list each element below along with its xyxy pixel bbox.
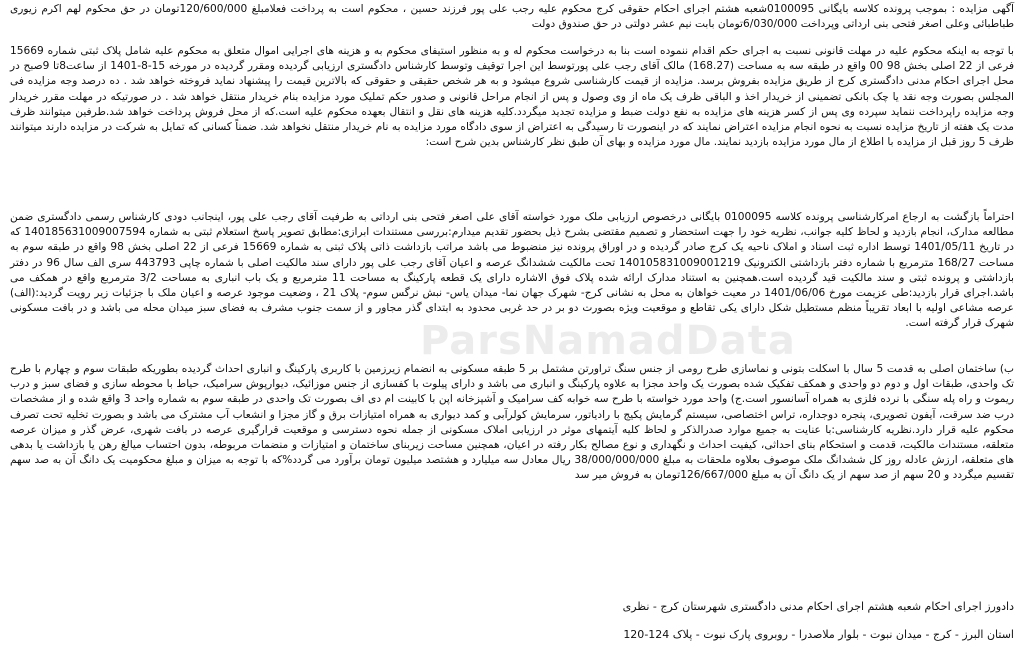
notice-intro-paragraph: آگهی مزایده : بموجب پرونده کلاسه بایگانی 0100095شعبه هشتم اجرای احکام حقوقی کرج محکوم علیه رجب علی پور فرزند حسین ، محکوم است به پرداخت فعلامبلغ 120/600/000تومان در حق محکوم لهم اکرم زیوری طباطبائی وعلی اصغر فتحی بنی ارداتی وپرداخت 6/030/000تومان بابت نیم عشر دولتی در حق صندوق دولت: [10, 3, 1014, 31]
auction-terms-paragraph: با توجه به اینکه محکوم علیه در مهلت قانونی نسبت به اجرای حکم اقدام ننموده است بنا به درخواست محکوم له و به منظور استیفای محکوم به و هزینه های اجرایی اموال متعلق به محکوم علیه شامل پلاک ثبتی شماره 15669 فرعی از 22 اصلی بخش 98 00 واقع در طبقه سه به مساحت (168.27) مالک آقای رجب علی پورتوسط این اجرا توقیف وتوسط کارشناس دادگستری ارزیابی گردیده ومقرر گردیده در مورخه 15-8-1401 از ساعت8تا 9صبح در محل اجرای احکام مدنی دادگستری کرج از طریق مزایده بفروش برسد. مزایده از قیمت کارشناسی شروع میشود و به هر شخص حقیقی و حقوقی که بالاترین قیمت را پیشنهاد نماید فروخته خواهد شد . ده درصد وجه مزایده فی المجلس بصورت وجه نقد یا چک بانکی تضمینی از خریدار اخذ و الباقی ظرف یک ماه از وی وصول و پس از انجام مراحل قانونی و صدور حکم تملیک مورد مزایده بنام خریدار منتقل خواهد شد . در صورتیکه در مهلت مقرر خریدار وجه مزایده راپرداخت ننماید سپرده وی پس از کسر هزینه های مزایده به نفع دولت ضبط و مزایده تجدید میگردد.کلیه هزینه های نقل و انتقال بعهده محکوم علیه است.که از محل فروش پرداخت خواهد شد.طرفین میتوانند ظرف مدت یک هفته از تاریخ مزایده نسبت به نحوه انجام مزایده اعتراض نمایند که در اینصورت تا رسیدگی به اعتراض از سوی دادگاه مورد مزایده به نام خریدار منتقل نخواهد شد. ضمناً کسانی که تمایل به شرکت در مزایده دارند میتوانند ظرف 5 روز قبل از مزایده با اطلاع از مال مورد مزایده بازدید نمایند. مال مورد مزایده و بهای آن طبق نظر کارشناس بدین شرح است:: [10, 45, 1015, 149]
signature-line: دادورز اجرای احکام شعبه هشتم اجرای احکام مدنی دادگستری شهرستان کرج - نظری: [622, 600, 1014, 613]
expert-report-paragraph: احتراماً بازگشت به ارجاع امرکارشناسی پرونده کلاسه 0100095 بایگانی درخصوص ارزیابی ملک مورد خواسته آقای علی اصغر فتحی بنی ارداتی به طرفیت آقای رجب علی پور، اینجانب دودی کارشناس رسمی دادگستری ضمن مطالعه مدارک، انجام بازدید و لحاظ کلیه جوانب، نظریه خود را جهت استحضار و تصمیم مقتضی بشرح ذیل بحضور تقدیم میدارم:بررسی مستندات ابرازی:مطابق تصویر پاسخ استعلام ثبتی به شماره 140185631009007594 که در تاریخ 1401/05/11 توسط اداره ثبت اسناد و املاک ناحیه یک کرج صادر گردیده و در اوراق پرونده نیز منضبوط می باشد مراتب بازداشت ذاتی پلاک ثبتی به شماره 15669 فرعی از 22 اصلی بخش 98 واقع در طبقه سوم به مساحت 168/27 مترمربع با شماره دفتر بازداشتی الکترونیک 140105831009001219 تحت مالکیت ششدانگ عرصه و اعیان آقای رجب علی پور دارای سند مالکیت اصلی با شماره چاپی 443793 سری الف سال 96 در دفتر بازداشتی و پرونده ثبتی و سند مالکیت قید گردیده است.همچنین به استناد مدارک ارائه شده پلاک فوق الاشاره دارای یک قطعه پارکینگ به مساحت 11 مترمربع و یک باب انباری به مساحت 3/2 مترمربع واقع در همکف می باشد.اجرای قرار بازدید:طی عزیمت مورخ 1401/06/06 در معیت خواهان به محل به نشانی کرج- شهرک جهان نما- میدان یاس- نبش نرگس سوم- پلاک 21 ، وضعیت موجود عرصه و اعیان ملک با جزئیات زیر رویت گردید:(الف) عرصه مشاعی اولیه با ابعاد تقریباً منظم مستطیل شکل دارای یکی تقاطع و موقعیت ویژه بصورت دو بر در حد غربی محدود به ابتدای گذر مجاور و از سمت جنوب مشرف به فضای سبز میدان محله می باشد و در بافت مسکونی شهرک قرار گرفته است.: [10, 211, 1015, 330]
building-description-paragraph: ب) ساختمان اصلی به قدمت 5 سال با اسکلت بتونی و نماسازی طرح رومی از جنس سنگ تراورتن مشتمل بر 5 طبقه مسکونی به انضمام زیرزمین با کاربری پارکینگ و انباری احداث گردیده بطوریکه طبقات سوم و چهارم با طرح تک واحدی، طبقات اول و دوم دو واحدی و همکف تفکیک شده بصورت یک واحد مجزا به علاوه پارکینگ و انباری می باشد و دارای پیلوت با کفسازی از جنس موزائیک، دیوارپوش سرامیک، حیاط با محوطه سازی و فضای سبز و درب ریموت و راه پله سنگی با نرده فلزی به همراه آسانسور است.ج) واحد مورد خواسته با طرح سه خوابه کف سرامیک و آشپزخانه اپن با کابینت ام دی اف بصورت تک واحدی در طبقه سوم به شماره واحد 3 واقع شده و از مشخصات درب ضد سرقت، آیفون تصویری، پنجره دوجداره، تراس اختصاصی، سیستم گرمایش پکیج با رادیاتور، سرمایش کولرآبی و کمد دیواری به همراه امتیازات برق و گاز مجزا و انشعاب آب مشترک می باشد و بصورت تخلیه تحت تصرف محکوم علیه قرار دارد.نظریه کارشناسی:با عنایت به جمیع موارد صدرالذکر و لحاظ کلیه آیتمهای موثر در ارزیابی املاک مسکونی از جمله نحوه دسترسی و موقعیت قرارگیری عرصه در بافت شهری، عرض گذر و میزان عرصه متعلقه، مستندات مالکیت، قدمت و استحکام بنای احداثی، کیفیت احداث و نگهداری و نوع مصالح بکار رفته در اعیان، همچنین مساحت زیربنای ساختمان و امتیازات و منضمات مربوطه، بدون احتساب میالغ رهن یا بازداشت یا بدهی های متعلقه، ارزش عادله روز کل ششدانگ ملک موصوف بعلاوه ملحقات به مبلغ 38/000/000/000 ریال معادل سه میلیارد و هشتصد میلیون تومان برآورد می گردد%که با توجه به میزان و مبلغ محکومیت یک دانگ آن به صد سهم تقسیم میگردد و 20 سهم از صد سهم از یک دانگ آن به مبلغ 126/667/000تومان به فروش میر سد: [10, 363, 1014, 482]
address-line: استان البرز - کرج - میدان نبوت - بلوار ملاصدرا - روبروی پارک نبوت - پلاک 124-120: [623, 628, 1014, 641]
watermark: ParsNamadData: [420, 318, 796, 364]
